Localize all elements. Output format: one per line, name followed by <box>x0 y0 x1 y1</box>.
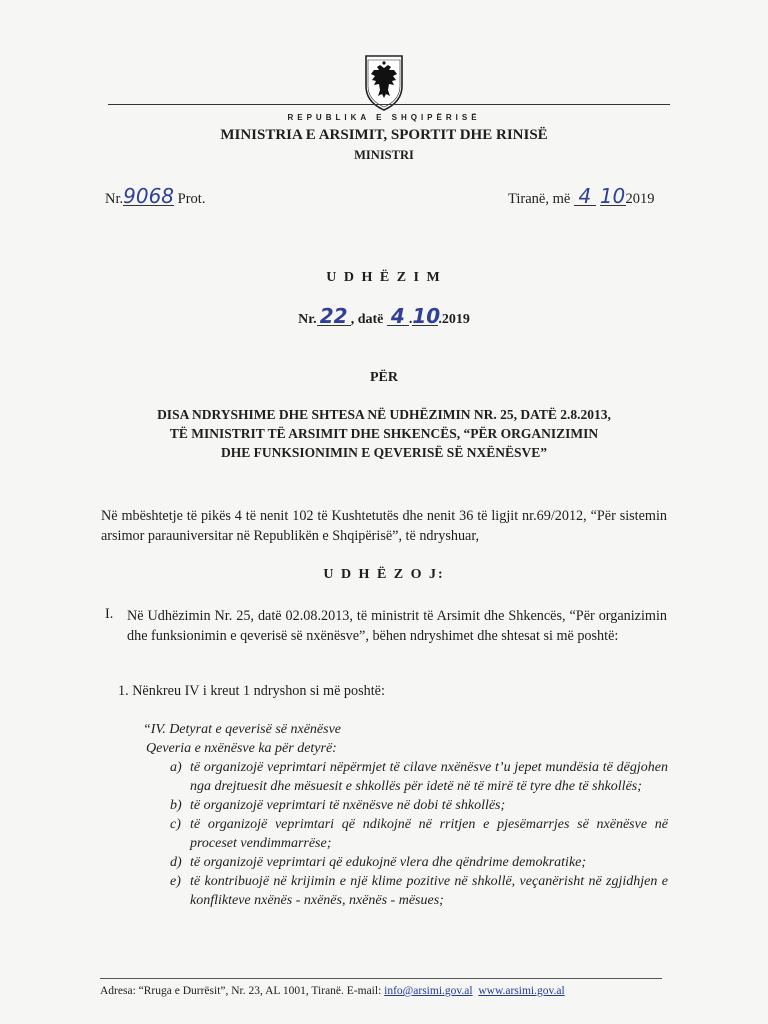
handwritten-doc-number: 22 <box>317 307 351 326</box>
date-year: 2019 <box>625 191 655 207</box>
list-item-text: të organizojë veprimtari që edukojnë vlera dhe qëndrime demokratike; <box>190 855 587 870</box>
list-item-label: b) <box>170 798 182 813</box>
footer-address <box>100 985 565 997</box>
header-rule <box>108 104 670 105</box>
doc-date-prefix: , datë <box>350 312 384 327</box>
list-item-label: c) <box>170 817 181 832</box>
section-i-text: Në Udhëzimin Nr. 25, datë 02.08.2013, të ministrit të Arsimit dhe Shkencës, “Për organizimin dhe funksionimin e qeverisë së nxënësve”, bëhen ndryshimet dhe shtesat si më poshtë: <box>127 608 667 644</box>
subject-line-2: TË MINISTRIT TË ARSIMIT DHE SHKENCËS, “PËR ORGANIZIMIN <box>169 426 599 441</box>
ministry-name: MINISTRIA E ARSIMIT, SPORTIT DHE RINISË <box>220 127 548 143</box>
quote-heading: “IV. Detyrat e qeverisë së nxënësve <box>143 722 341 737</box>
republic-name: REPUBLIKA E SHQIPËRISË <box>287 113 481 122</box>
list-item-label: a) <box>170 760 182 775</box>
office-title: MINISTRI <box>354 148 414 162</box>
legal-basis-paragraph: Në mbështetje të pikës 4 të nenit 102 të Kushtetutës dhe nenit 36 të ligjit nr.69/2012, “Për sistemin arsimor parauniversitar në Republikën e Shqipërisë”, të ndryshuar, <box>101 508 667 544</box>
prot-suffix: Prot. <box>177 191 206 207</box>
handwritten-doc-month: 10 <box>412 304 441 328</box>
doc-date-year: .2019 <box>438 312 470 327</box>
list-item <box>170 872 668 910</box>
doc-date-sep: . <box>408 312 413 327</box>
list-item <box>170 758 668 796</box>
list-item-text: të organizojë veprimtari që ndikojnë në rritjen e pjesëmarrjes së nxënësve në proceset vendimmarrëse; <box>190 817 668 851</box>
list-item <box>170 853 668 872</box>
per-heading: PËR <box>370 370 398 385</box>
footer-address-text: Adresa: “Rruga e Durrësit”, Nr. 23, AL 1001, Tiranë. E-mail: <box>100 985 385 997</box>
duties-list <box>170 758 668 910</box>
coat-of-arms-emblem <box>362 52 406 112</box>
list-item-text: të organizojë veprimtari të nxënësve në dobi të shkollës; <box>190 798 506 813</box>
footer-rule <box>100 978 662 979</box>
document-title: U D H Ë Z I M <box>326 270 442 285</box>
handwritten-day: 4 <box>574 187 596 206</box>
quote-intro: Qeveria e nxënësve ka për detyrë: <box>146 741 337 756</box>
handwritten-month: 10 <box>599 184 626 208</box>
quoted-heading <box>143 720 668 758</box>
section-i-label: I. <box>105 606 114 622</box>
document-number-line <box>0 304 768 328</box>
handwritten-doc-day: 4 <box>387 307 409 326</box>
doc-nr-prefix: Nr. <box>298 312 317 327</box>
place-date <box>508 184 655 208</box>
list-item-label: d) <box>170 855 182 870</box>
prot-handwritten-number: 9068 <box>123 184 175 208</box>
protocol-number <box>105 184 206 208</box>
document-subject <box>100 405 668 462</box>
list-item <box>170 796 668 815</box>
subject-line-1: DISA NDRYSHIME DHE SHTESA NË UDHËZIMIN NR. 25, DATË 2.8.2013, <box>157 407 611 422</box>
udhezoj-heading: U D H Ë Z O J: <box>323 567 445 582</box>
footer-email-link[interactable]: info@arsimi.gov.al <box>384 985 473 997</box>
item-1-text: 1. Nënkreu IV i kreut 1 ndryshon si më poshtë: <box>118 683 385 699</box>
list-item <box>170 815 668 853</box>
list-item-text: të kontribuojë në krijimin e një klime pozitive në shkollë, veçanërisht në zgjidhjen e konflikteve nxënës - nxënës, nxënës - mësues; <box>190 874 668 908</box>
subject-line-3: DHE FUNKSIONIMIN E QEVERISË SË NXËNËSVE” <box>221 445 547 460</box>
list-item-label: e) <box>170 874 181 889</box>
footer-website-link[interactable]: www.arsimi.gov.al <box>478 985 565 997</box>
place-prefix: Tiranë, më <box>508 191 571 207</box>
list-item-text: të organizojë veprimtari nëpërmjet të cilave nxënësve t’u jepet mundësia të dëgjohen nga drejtuesit dhe mësuesit e shkollës për idetë në të mirë të tyre dhe të shkollës; <box>190 760 668 794</box>
prot-prefix: Nr. <box>105 191 124 207</box>
